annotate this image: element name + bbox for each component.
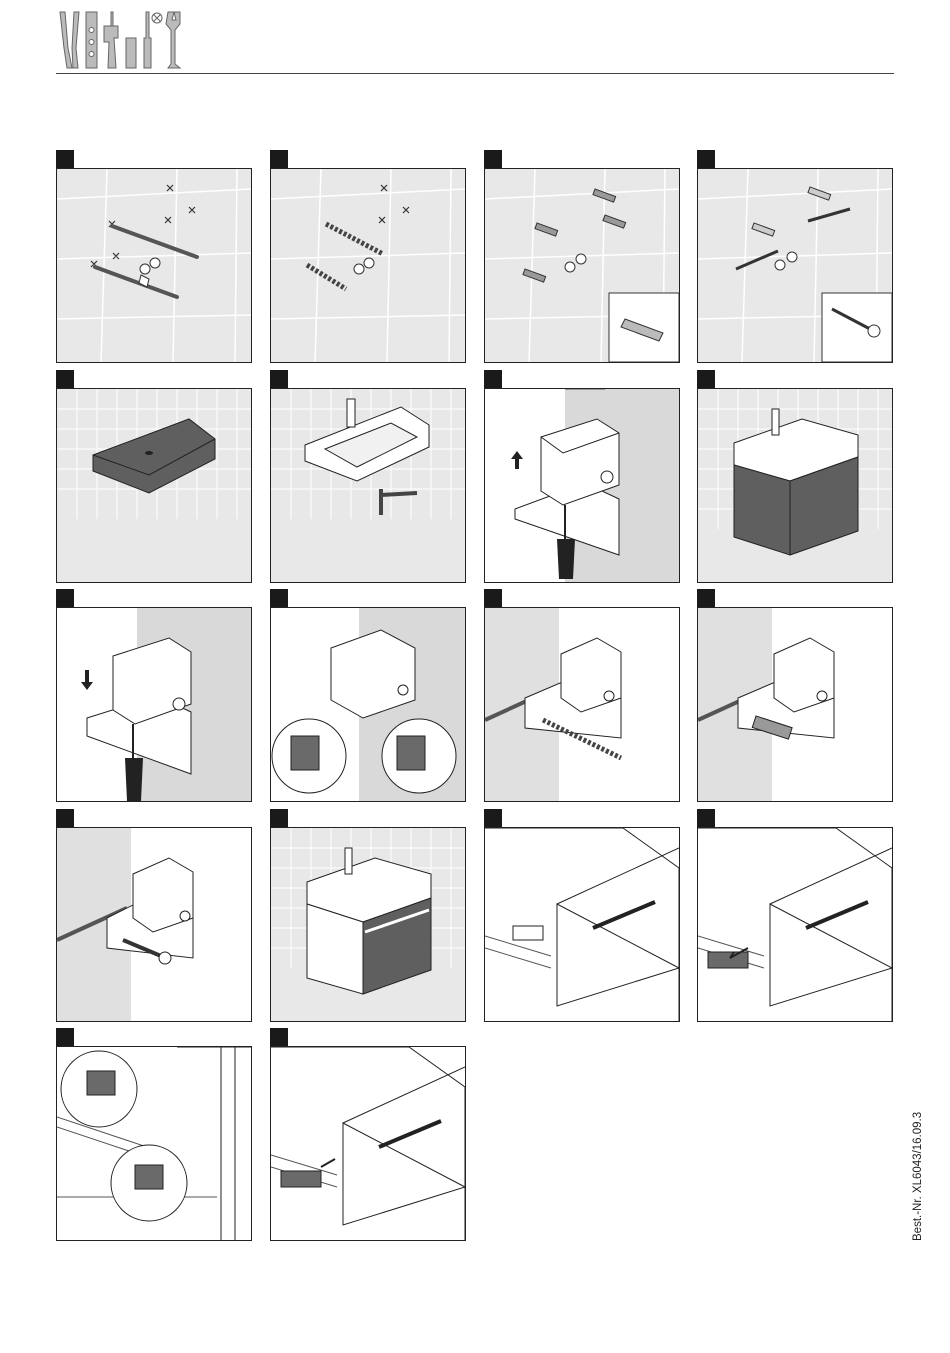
step-illustration: [484, 388, 680, 583]
step-number-badge: [484, 809, 502, 827]
step-illustration: [56, 388, 252, 583]
drill-icon: [104, 12, 118, 68]
step-illustration: [56, 168, 252, 363]
step-7: [484, 370, 680, 583]
wrench-icon: [166, 12, 180, 68]
step-number-badge: [56, 1028, 74, 1046]
step-illustration: [56, 1046, 252, 1241]
step-illustration: [697, 168, 893, 363]
step-12: [697, 589, 893, 802]
step-illustration: [697, 827, 893, 1022]
step-illustration: [697, 388, 893, 583]
header-divider: [56, 73, 894, 74]
step-illustration: [484, 827, 680, 1022]
step-number-badge: [484, 150, 502, 168]
step-number-badge: [56, 150, 74, 168]
step-illustration: [484, 607, 680, 802]
step-illustration: [270, 168, 466, 363]
step-11: [484, 589, 680, 802]
step-number-badge: [56, 370, 74, 388]
step-15: [484, 809, 680, 1022]
pliers-icon: [60, 12, 79, 68]
step-14: [270, 809, 466, 1022]
step-16: [697, 809, 893, 1022]
step-8: [697, 370, 893, 583]
pencil-icon: [126, 38, 136, 68]
step-number-badge: [270, 370, 288, 388]
no-cut-icon: [152, 13, 162, 23]
step-number-badge: [270, 809, 288, 827]
step-illustration: [56, 827, 252, 1022]
screwdriver-icon: [144, 12, 151, 68]
step-number-badge: [697, 809, 715, 827]
step-number-badge: [56, 589, 74, 607]
step-number-badge: [484, 370, 502, 388]
step-2: [270, 150, 466, 363]
step-5: [56, 370, 252, 583]
step-number-badge: [484, 589, 502, 607]
step-illustration: [270, 827, 466, 1022]
step-illustration: [270, 388, 466, 583]
step-number-badge: [697, 370, 715, 388]
step-illustration: [484, 168, 680, 363]
step-18: [270, 1028, 466, 1241]
step-4: [697, 150, 893, 363]
step-9: [56, 589, 252, 802]
order-reference-text: Best.-Nr. XL6043/16.09.3: [912, 1111, 924, 1241]
step-number-badge: [697, 150, 715, 168]
step-17: [56, 1028, 252, 1241]
step-illustration: [56, 607, 252, 802]
step-1: [56, 150, 252, 363]
step-illustration: [270, 607, 466, 802]
step-illustration: [697, 607, 893, 802]
step-10: [270, 589, 466, 802]
order-reference-text-wrap: [898, 1098, 924, 1243]
step-number-badge: [270, 1028, 288, 1046]
step-number-badge: [697, 589, 715, 607]
tool-icons-banner: [56, 8, 188, 70]
step-13: [56, 809, 252, 1022]
step-3: [484, 150, 680, 363]
step-6: [270, 370, 466, 583]
step-illustration: [270, 1046, 466, 1241]
step-number-badge: [56, 809, 74, 827]
step-number-badge: [270, 589, 288, 607]
step-number-badge: [270, 150, 288, 168]
